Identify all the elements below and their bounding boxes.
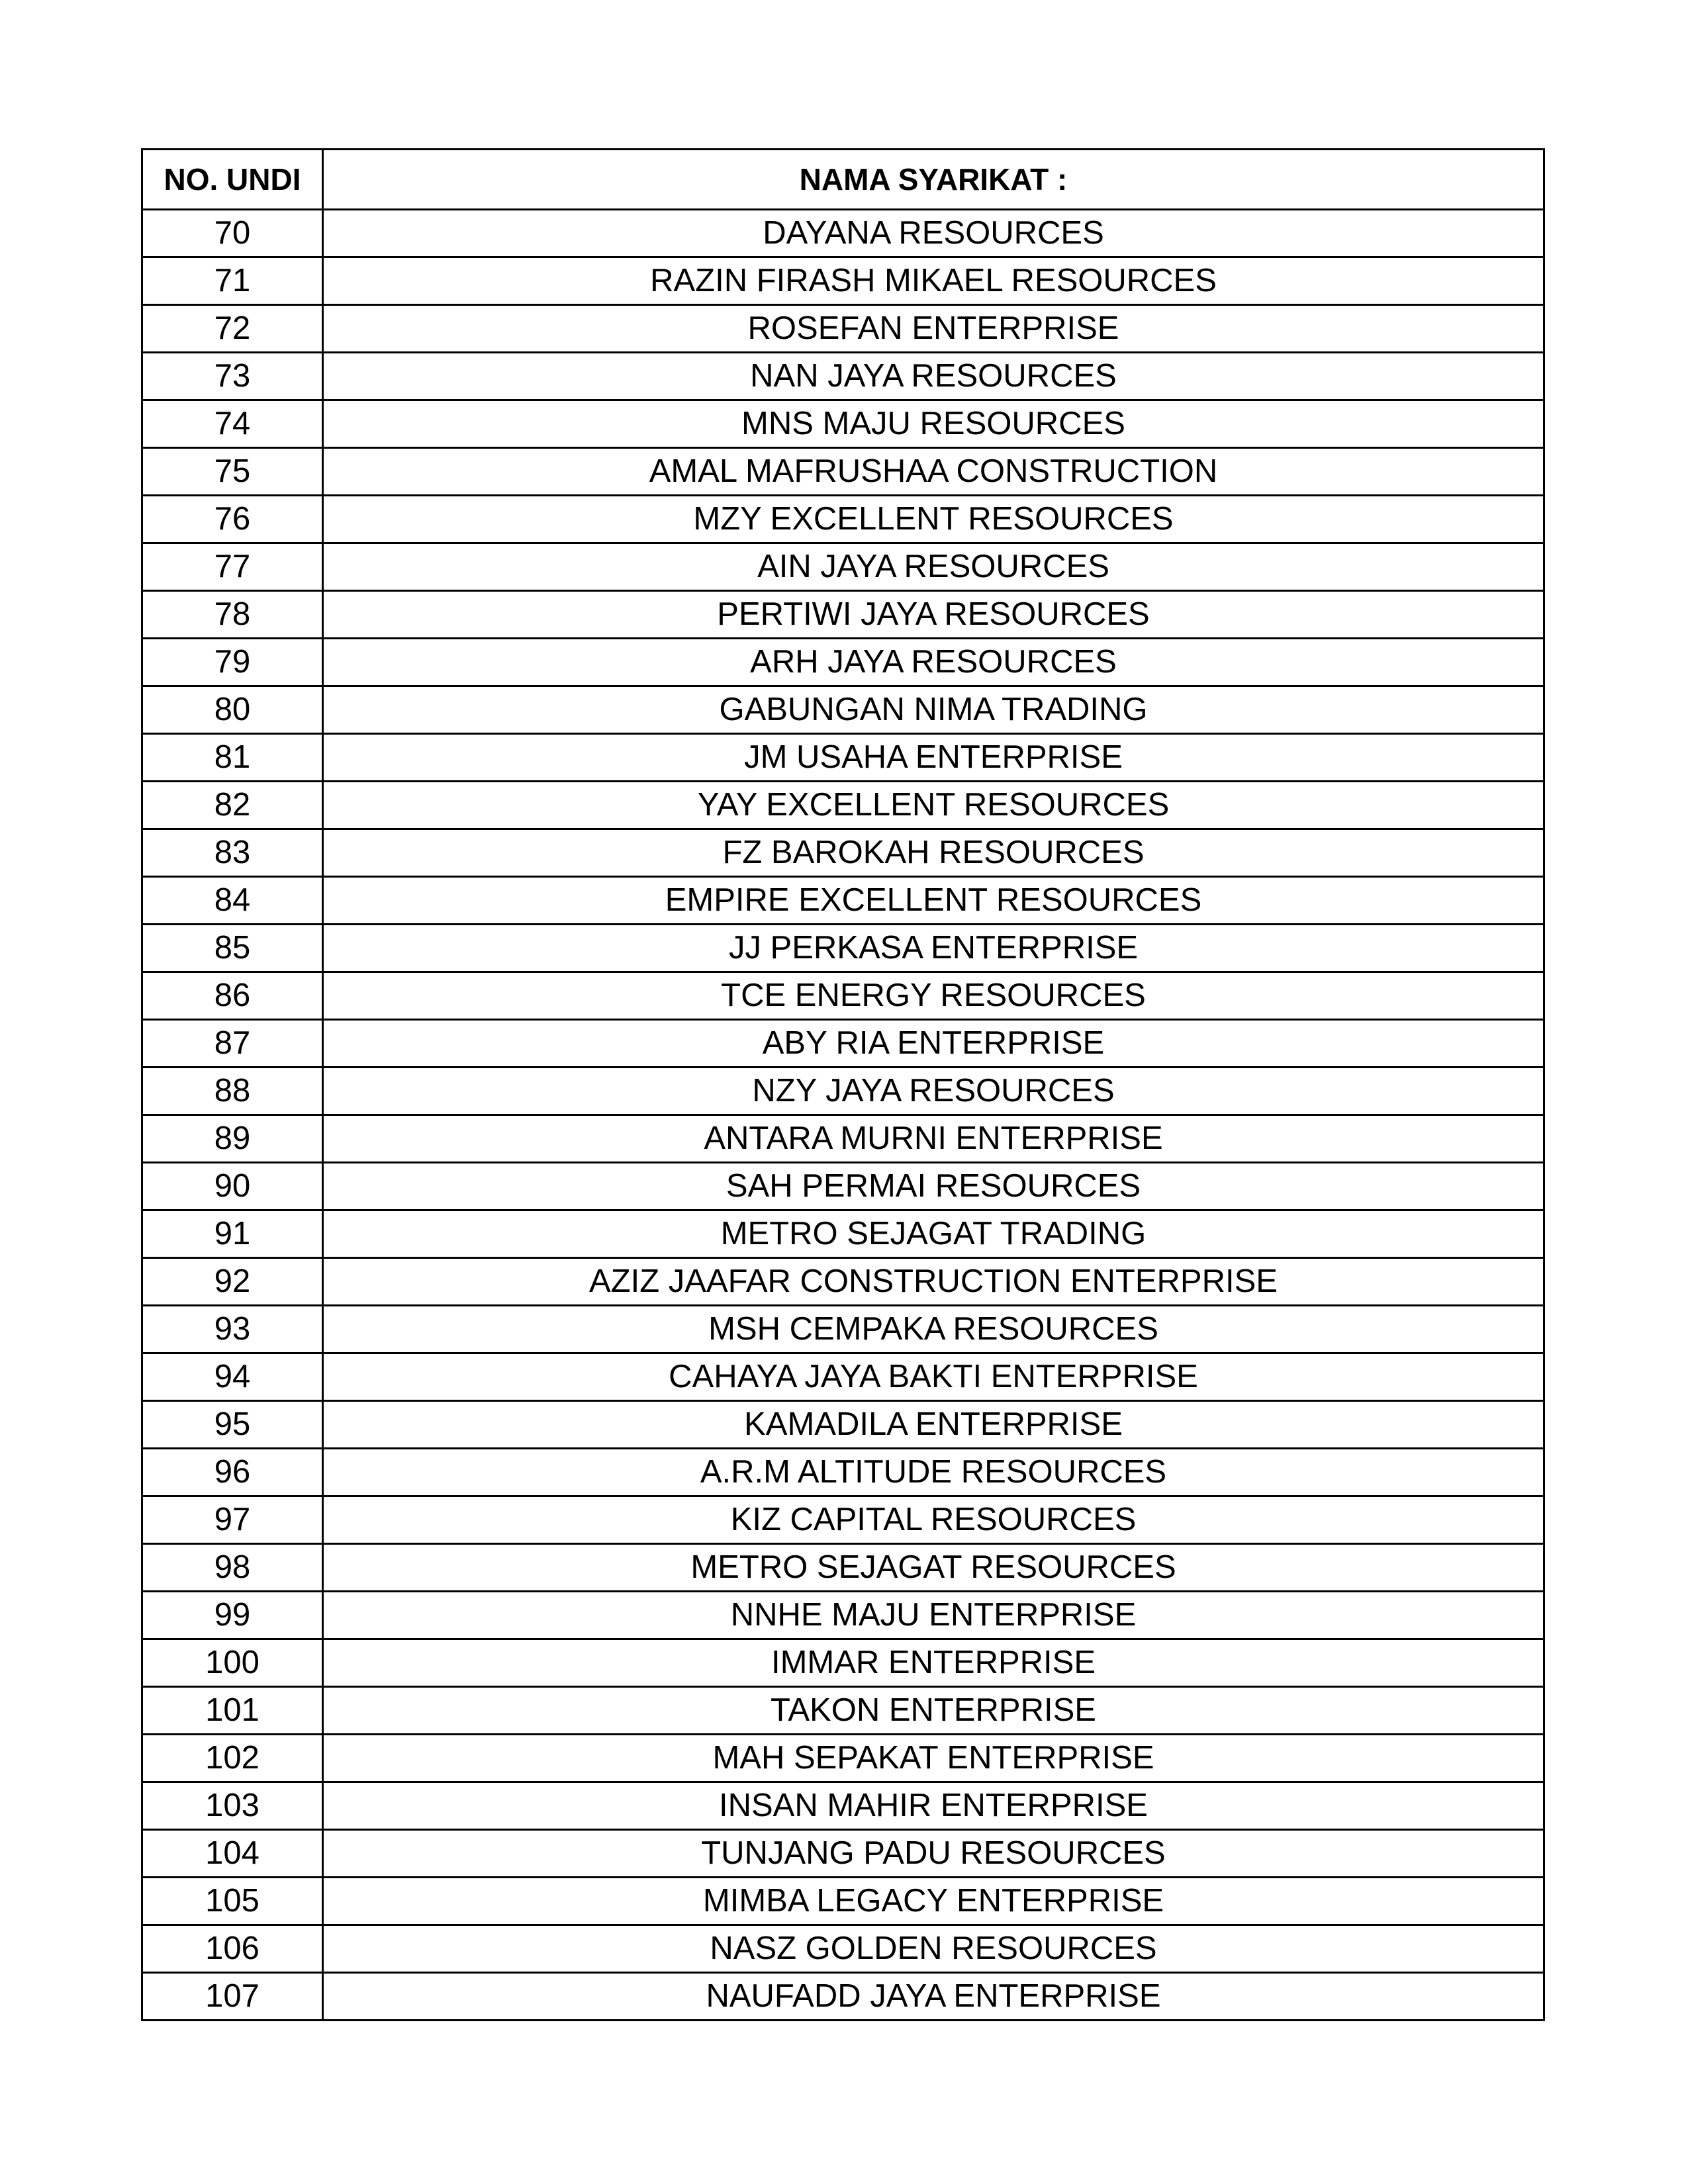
company-name-cell: CAHAYA JAYA BAKTI ENTERPRISE xyxy=(323,1353,1544,1401)
company-name-cell: JM USAHA ENTERPRISE xyxy=(323,734,1544,782)
company-name-cell: TAKON ENTERPRISE xyxy=(323,1687,1544,1735)
table-row xyxy=(142,782,1544,829)
table-row xyxy=(142,1163,1544,1210)
company-name-cell: IMMAR ENTERPRISE xyxy=(323,1639,1544,1687)
draw-number-cell: 84 xyxy=(142,877,323,925)
draw-number-cell: 103 xyxy=(142,1782,323,1830)
table-row xyxy=(142,448,1544,496)
company-name-cell: A.R.M ALTITUDE RESOURCES xyxy=(323,1449,1544,1496)
company-name-cell: AIN JAYA RESOURCES xyxy=(323,543,1544,591)
draw-number-cell: 88 xyxy=(142,1068,323,1115)
table-row xyxy=(142,877,1544,925)
header-company-name: NAMA SYARIKAT : xyxy=(323,150,1544,210)
table-row xyxy=(142,1020,1544,1068)
draw-number-cell: 83 xyxy=(142,829,323,877)
table-row xyxy=(142,829,1544,877)
draw-number-cell: 76 xyxy=(142,496,323,543)
table-row xyxy=(142,1687,1544,1735)
company-name-cell: ROSEFAN ENTERPRISE xyxy=(323,305,1544,353)
company-name-cell: KIZ CAPITAL RESOURCES xyxy=(323,1496,1544,1544)
draw-number-cell: 99 xyxy=(142,1592,323,1639)
draw-number-cell: 96 xyxy=(142,1449,323,1496)
company-name-cell: DAYANA RESOURCES xyxy=(323,210,1544,257)
company-name-cell: NASZ GOLDEN RESOURCES xyxy=(323,1925,1544,1973)
draw-number-cell: 85 xyxy=(142,925,323,972)
draw-number-cell: 81 xyxy=(142,734,323,782)
table-row xyxy=(142,1449,1544,1496)
draw-number-cell: 90 xyxy=(142,1163,323,1210)
company-name-cell: METRO SEJAGAT TRADING xyxy=(323,1210,1544,1258)
company-name-cell: ARH JAYA RESOURCES xyxy=(323,639,1544,686)
table-row xyxy=(142,1925,1544,1973)
draw-number-cell: 94 xyxy=(142,1353,323,1401)
table-row xyxy=(142,972,1544,1020)
company-name-cell: NZY JAYA RESOURCES xyxy=(323,1068,1544,1115)
company-name-cell: MIMBA LEGACY ENTERPRISE xyxy=(323,1878,1544,1925)
header-draw-number: NO. UNDI xyxy=(142,150,323,210)
draw-number-cell: 73 xyxy=(142,353,323,400)
table-row xyxy=(142,1068,1544,1115)
draw-number-cell: 86 xyxy=(142,972,323,1020)
company-name-cell: KAMADILA ENTERPRISE xyxy=(323,1401,1544,1449)
table-row xyxy=(142,1258,1544,1306)
table-row xyxy=(142,1592,1544,1639)
table-row xyxy=(142,210,1544,257)
draw-number-cell: 92 xyxy=(142,1258,323,1306)
draw-number-cell: 98 xyxy=(142,1544,323,1592)
draw-number-cell: 72 xyxy=(142,305,323,353)
draw-number-cell: 106 xyxy=(142,1925,323,1973)
company-name-cell: INSAN MAHIR ENTERPRISE xyxy=(323,1782,1544,1830)
table-row xyxy=(142,591,1544,639)
table-header-row xyxy=(142,150,1544,210)
draw-number-cell: 75 xyxy=(142,448,323,496)
table-row xyxy=(142,1353,1544,1401)
table-row xyxy=(142,1973,1544,2021)
draw-number-cell: 70 xyxy=(142,210,323,257)
company-name-cell: MZY EXCELLENT RESOURCES xyxy=(323,496,1544,543)
draw-number-cell: 77 xyxy=(142,543,323,591)
company-name-cell: SAH PERMAI RESOURCES xyxy=(323,1163,1544,1210)
company-name-cell: MAH SEPAKAT ENTERPRISE xyxy=(323,1735,1544,1782)
table-row xyxy=(142,543,1544,591)
draw-number-cell: 71 xyxy=(142,257,323,305)
company-name-cell: AMAL MAFRUSHAA CONSTRUCTION xyxy=(323,448,1544,496)
table-row xyxy=(142,639,1544,686)
draw-number-cell: 74 xyxy=(142,400,323,448)
table-row xyxy=(142,1544,1544,1592)
table-row xyxy=(142,1210,1544,1258)
table-row xyxy=(142,925,1544,972)
draw-number-cell: 97 xyxy=(142,1496,323,1544)
table-row xyxy=(142,257,1544,305)
company-name-cell: ANTARA MURNI ENTERPRISE xyxy=(323,1115,1544,1163)
company-name-cell: TCE ENERGY RESOURCES xyxy=(323,972,1544,1020)
draw-number-cell: 107 xyxy=(142,1973,323,2021)
table-row xyxy=(142,400,1544,448)
company-name-cell: NNHE MAJU ENTERPRISE xyxy=(323,1592,1544,1639)
table-row xyxy=(142,1401,1544,1449)
draw-number-cell: 91 xyxy=(142,1210,323,1258)
company-name-cell: NAUFADD JAYA ENTERPRISE xyxy=(323,1973,1544,2021)
table-row xyxy=(142,1306,1544,1353)
table-row xyxy=(142,496,1544,543)
table-row xyxy=(142,686,1544,734)
company-name-cell: RAZIN FIRASH MIKAEL RESOURCES xyxy=(323,257,1544,305)
company-name-cell: NAN JAYA RESOURCES xyxy=(323,353,1544,400)
company-name-cell: PERTIWI JAYA RESOURCES xyxy=(323,591,1544,639)
draw-number-cell: 95 xyxy=(142,1401,323,1449)
draw-number-cell: 89 xyxy=(142,1115,323,1163)
table-row xyxy=(142,1782,1544,1830)
draw-number-cell: 78 xyxy=(142,591,323,639)
company-name-cell: METRO SEJAGAT RESOURCES xyxy=(323,1544,1544,1592)
draw-number-cell: 100 xyxy=(142,1639,323,1687)
company-name-cell: JJ PERKASA ENTERPRISE xyxy=(323,925,1544,972)
company-name-cell: GABUNGAN NIMA TRADING xyxy=(323,686,1544,734)
table-row xyxy=(142,1639,1544,1687)
draw-number-cell: 79 xyxy=(142,639,323,686)
draw-number-cell: 101 xyxy=(142,1687,323,1735)
draw-number-cell: 102 xyxy=(142,1735,323,1782)
draw-number-cell: 87 xyxy=(142,1020,323,1068)
company-name-cell: TUNJANG PADU RESOURCES xyxy=(323,1830,1544,1878)
company-name-cell: MNS MAJU RESOURCES xyxy=(323,400,1544,448)
draw-number-cell: 80 xyxy=(142,686,323,734)
table-row xyxy=(142,353,1544,400)
table-row xyxy=(142,1735,1544,1782)
draw-number-cell: 82 xyxy=(142,782,323,829)
table-body xyxy=(142,210,1544,2021)
draw-number-cell: 105 xyxy=(142,1878,323,1925)
draw-number-cell: 93 xyxy=(142,1306,323,1353)
table-row xyxy=(142,734,1544,782)
company-name-cell: AZIZ JAAFAR CONSTRUCTION ENTERPRISE xyxy=(323,1258,1544,1306)
table-row xyxy=(142,305,1544,353)
table-row xyxy=(142,1830,1544,1878)
company-draw-table xyxy=(141,148,1545,2021)
company-name-cell: FZ BAROKAH RESOURCES xyxy=(323,829,1544,877)
company-name-cell: YAY EXCELLENT RESOURCES xyxy=(323,782,1544,829)
table-row xyxy=(142,1878,1544,1925)
company-name-cell: EMPIRE EXCELLENT RESOURCES xyxy=(323,877,1544,925)
table-row xyxy=(142,1115,1544,1163)
draw-number-cell: 104 xyxy=(142,1830,323,1878)
table-row xyxy=(142,1496,1544,1544)
company-name-cell: ABY RIA ENTERPRISE xyxy=(323,1020,1544,1068)
company-name-cell: MSH CEMPAKA RESOURCES xyxy=(323,1306,1544,1353)
